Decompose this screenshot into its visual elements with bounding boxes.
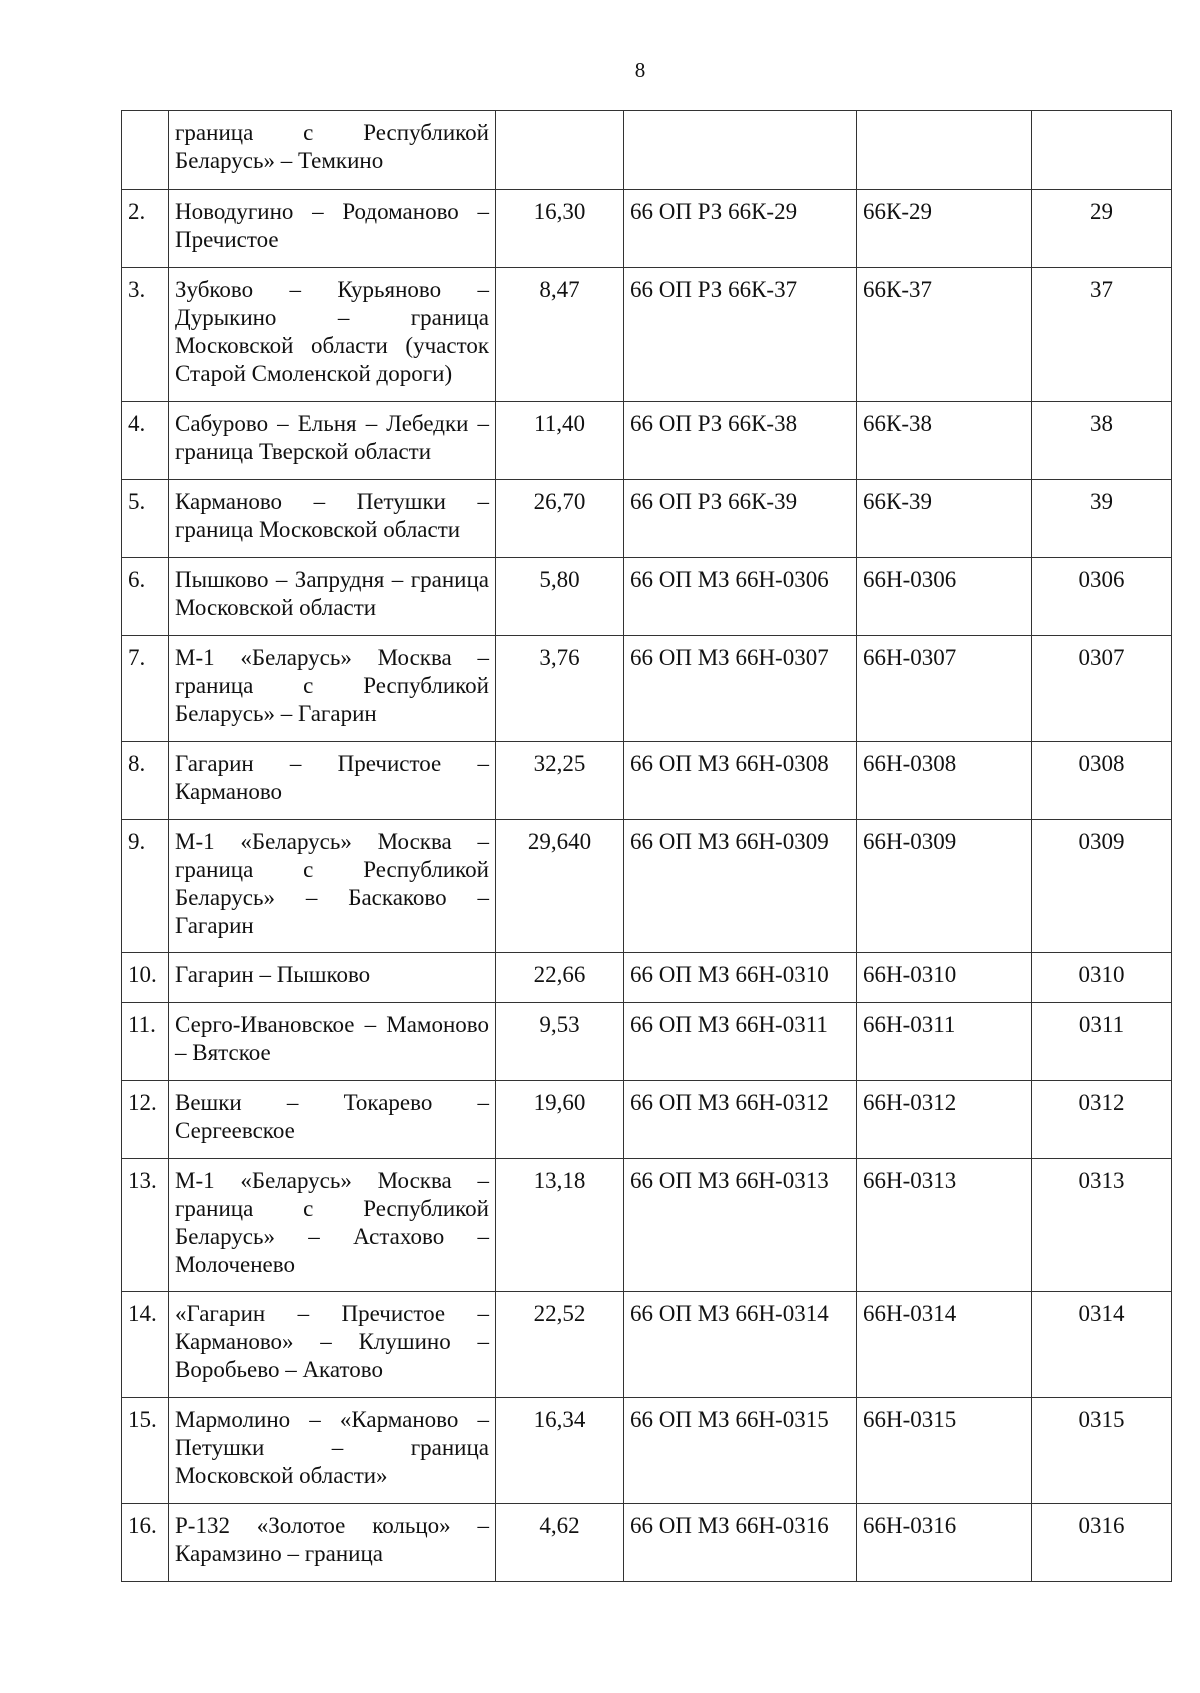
road-name: Р-132 «Золотое кольцо» – Карамзино – граница — [169, 1504, 496, 1582]
road-length: 19,60 — [496, 1081, 624, 1159]
row-number — [122, 111, 169, 190]
table-row — [122, 1398, 1172, 1504]
road-id: 0315 — [1032, 1398, 1172, 1504]
road-name: Карманово – Петушки – граница Московской области — [169, 480, 496, 558]
row-number: 3. — [122, 268, 169, 402]
road-code — [857, 111, 1032, 190]
road-name: граница с Республикой Беларусь» – Темкино — [169, 111, 496, 190]
table-row — [122, 636, 1172, 742]
road-id: 0306 — [1032, 558, 1172, 636]
road-id: 38 — [1032, 402, 1172, 480]
registration-code — [624, 111, 857, 190]
row-number: 11. — [122, 1003, 169, 1081]
road-name: Новодугино – Родоманово – Пречистое — [169, 190, 496, 268]
registration-code: 66 ОП МЗ 66Н-0312 — [624, 1081, 857, 1159]
table-row — [122, 1292, 1172, 1398]
row-number: 13. — [122, 1159, 169, 1292]
row-number: 12. — [122, 1081, 169, 1159]
road-id: 39 — [1032, 480, 1172, 558]
road-id: 0308 — [1032, 742, 1172, 820]
road-name: М-1 «Беларусь» Москва – граница с Республикой Беларусь» – Гагарин — [169, 636, 496, 742]
road-name: Мармолино – «Карманово – Петушки – граница Московской области» — [169, 1398, 496, 1504]
road-length: 16,34 — [496, 1398, 624, 1504]
road-name: Вешки – Токарево – Сергеевское — [169, 1081, 496, 1159]
row-number: 14. — [122, 1292, 169, 1398]
road-code: 66Н-0306 — [857, 558, 1032, 636]
registration-code: 66 ОП МЗ 66Н-0316 — [624, 1504, 857, 1582]
road-length: 22,52 — [496, 1292, 624, 1398]
road-id: 29 — [1032, 190, 1172, 268]
table-row — [122, 480, 1172, 558]
road-length: 9,53 — [496, 1003, 624, 1081]
road-name: «Гагарин – Пречистое – Карманово» – Клушино – Воробьево – Акатово — [169, 1292, 496, 1398]
roads-table — [121, 110, 1172, 1582]
table-row — [122, 402, 1172, 480]
registration-code: 66 ОП РЗ 66К-37 — [624, 268, 857, 402]
road-code: 66К-39 — [857, 480, 1032, 558]
table-row — [122, 111, 1172, 190]
road-code: 66К-29 — [857, 190, 1032, 268]
table-row — [122, 953, 1172, 1003]
registration-code: 66 ОП РЗ 66К-39 — [624, 480, 857, 558]
road-code: 66К-37 — [857, 268, 1032, 402]
registration-code: 66 ОП МЗ 66Н-0308 — [624, 742, 857, 820]
row-number: 8. — [122, 742, 169, 820]
registration-code: 66 ОП МЗ 66Н-0311 — [624, 1003, 857, 1081]
table-row — [122, 1159, 1172, 1292]
road-name: Сабурово – Ельня – Лебедки – граница Тверской области — [169, 402, 496, 480]
road-code: 66Н-0309 — [857, 820, 1032, 953]
table-row — [122, 820, 1172, 953]
road-length: 11,40 — [496, 402, 624, 480]
registration-code: 66 ОП МЗ 66Н-0314 — [624, 1292, 857, 1398]
page-number: 8 — [634, 58, 646, 82]
road-name: Пышково – Запрудня – граница Московской области — [169, 558, 496, 636]
road-code: 66Н-0315 — [857, 1398, 1032, 1504]
road-code: 66Н-0307 — [857, 636, 1032, 742]
row-number: 2. — [122, 190, 169, 268]
road-code: 66Н-0310 — [857, 953, 1032, 1003]
road-length: 22,66 — [496, 953, 624, 1003]
road-id: 37 — [1032, 268, 1172, 402]
registration-code: 66 ОП МЗ 66Н-0315 — [624, 1398, 857, 1504]
road-id: 0313 — [1032, 1159, 1172, 1292]
registration-code: 66 ОП РЗ 66К-38 — [624, 402, 857, 480]
table-row — [122, 1003, 1172, 1081]
road-length: 4,62 — [496, 1504, 624, 1582]
road-id: 0312 — [1032, 1081, 1172, 1159]
registration-code: 66 ОП МЗ 66Н-0307 — [624, 636, 857, 742]
road-code: 66Н-0313 — [857, 1159, 1032, 1292]
road-id: 0310 — [1032, 953, 1172, 1003]
road-length: 13,18 — [496, 1159, 624, 1292]
road-name: М-1 «Беларусь» Москва – граница с Республикой Беларусь» – Баскаково – Гагарин — [169, 820, 496, 953]
road-length: 5,80 — [496, 558, 624, 636]
row-number: 15. — [122, 1398, 169, 1504]
road-length: 26,70 — [496, 480, 624, 558]
road-code: 66Н-0314 — [857, 1292, 1032, 1398]
road-length: 8,47 — [496, 268, 624, 402]
road-id: 0307 — [1032, 636, 1172, 742]
road-id — [1032, 111, 1172, 190]
road-length — [496, 111, 624, 190]
table-row — [122, 268, 1172, 402]
row-number: 9. — [122, 820, 169, 953]
road-code: 66Н-0311 — [857, 1003, 1032, 1081]
row-number: 7. — [122, 636, 169, 742]
road-name: Гагарин – Пышково — [169, 953, 496, 1003]
row-number: 5. — [122, 480, 169, 558]
road-length: 32,25 — [496, 742, 624, 820]
road-id: 0311 — [1032, 1003, 1172, 1081]
row-number: 10. — [122, 953, 169, 1003]
registration-code: 66 ОП МЗ 66Н-0313 — [624, 1159, 857, 1292]
table-row — [122, 190, 1172, 268]
row-number: 6. — [122, 558, 169, 636]
road-length: 3,76 — [496, 636, 624, 742]
table-row — [122, 558, 1172, 636]
road-length: 16,30 — [496, 190, 624, 268]
road-code: 66Н-0316 — [857, 1504, 1032, 1582]
road-name: Серго-Ивановское – Мамоново – Вятское — [169, 1003, 496, 1081]
row-number: 16. — [122, 1504, 169, 1582]
registration-code: 66 ОП РЗ 66К-29 — [624, 190, 857, 268]
road-length: 29,640 — [496, 820, 624, 953]
row-number: 4. — [122, 402, 169, 480]
table-row — [122, 742, 1172, 820]
road-name: Зубково – Курьяново – Дурыкино – граница Московской области (участок Старой Смоленской дороги) — [169, 268, 496, 402]
road-id: 0309 — [1032, 820, 1172, 953]
road-code: 66Н-0308 — [857, 742, 1032, 820]
road-code: 66Н-0312 — [857, 1081, 1032, 1159]
road-id: 0314 — [1032, 1292, 1172, 1398]
road-id: 0316 — [1032, 1504, 1172, 1582]
road-name: Гагарин – Пречистое – Карманово — [169, 742, 496, 820]
table-row — [122, 1081, 1172, 1159]
table-row — [122, 1504, 1172, 1582]
registration-code: 66 ОП МЗ 66Н-0310 — [624, 953, 857, 1003]
registration-code: 66 ОП МЗ 66Н-0306 — [624, 558, 857, 636]
road-name: М-1 «Беларусь» Москва – граница с Республикой Беларусь» – Астахово – Молоченево — [169, 1159, 496, 1292]
road-code: 66К-38 — [857, 402, 1032, 480]
registration-code: 66 ОП МЗ 66Н-0309 — [624, 820, 857, 953]
